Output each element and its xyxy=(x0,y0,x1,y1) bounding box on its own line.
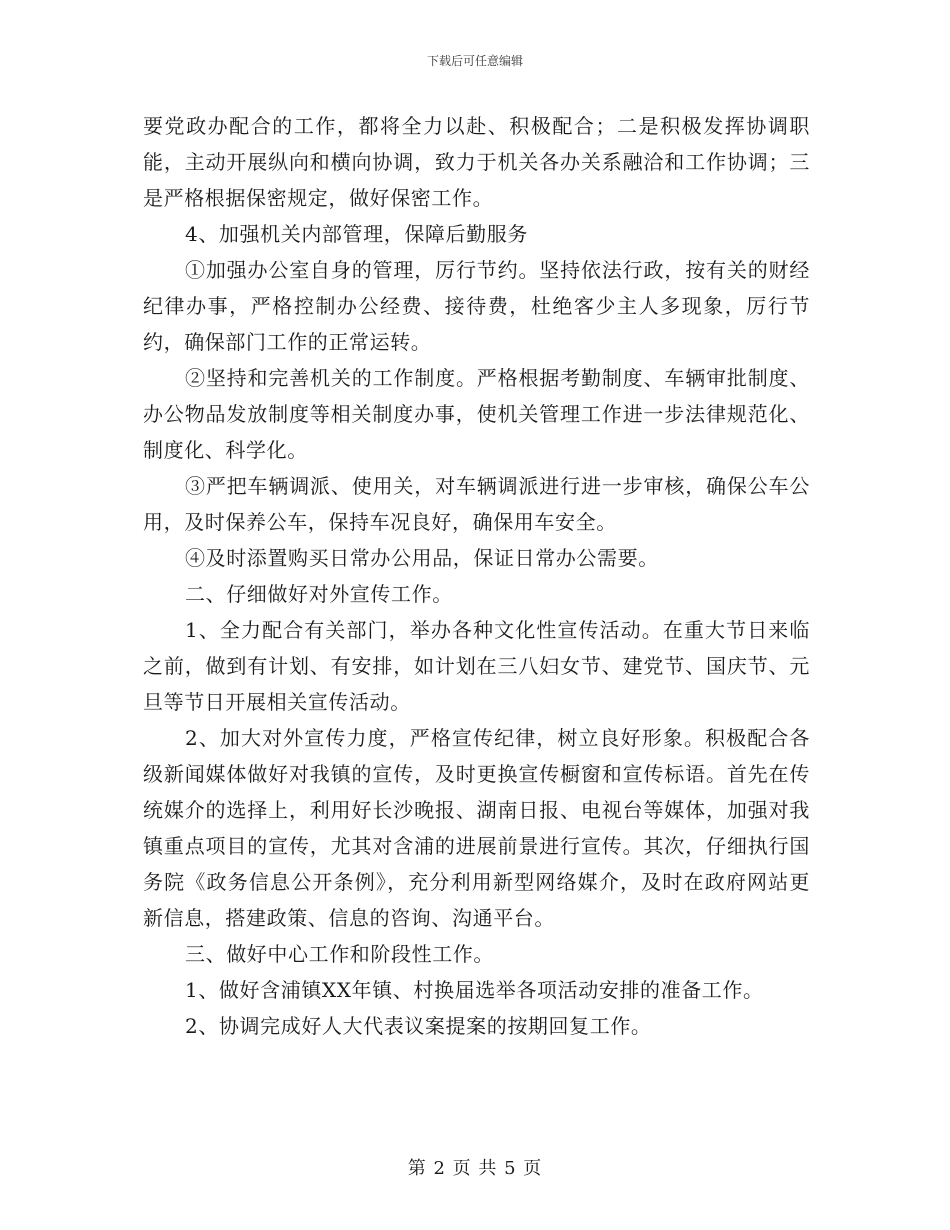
paragraph-7: 二、仔细做好对外宣传工作。 xyxy=(185,582,453,606)
paragraph-11: 1、做好含浦镇XX年镇、村换届选举各项活动安排的准备工作。 xyxy=(185,978,764,1002)
paragraph-6: ④及时添置购买日常办公用品，保证日常办公需要。 xyxy=(185,546,659,570)
paragraph-10: 三、做好中心工作和阶段性工作。 xyxy=(185,942,494,966)
paragraph-3: ①加强办公室自身的管理，厉行节约。坚持依法行政，按有关的财经纪律办事，严格控制办公经费、接待费，杜绝客少主人多现象，厉行节约，确保部门工作的正常运转。 xyxy=(143,258,810,354)
paragraph-1: 要党政办配合的工作，都将全力以赴、积极配合；二是积极发挥协调职能，主动开展纵向和横向协调，致力于机关各办关系融洽和工作协调；三是严格根据保密规定，做好保密工作。 xyxy=(143,114,810,210)
paragraph-5: ③严把车辆调派、使用关，对车辆调派进行进一步审核，确保公车公用，及时保养公车，保持车况良好，确保用车安全。 xyxy=(143,474,810,534)
paragraph-4: ②坚持和完善机关的工作制度。严格根据考勤制度、车辆审批制度、办公物品发放制度等相关制度办事，使机关管理工作进一步法律规范化、制度化、科学化。 xyxy=(143,366,810,462)
paragraph-2: 4、加强机关内部管理，保障后勤服务 xyxy=(185,222,528,246)
paragraph-12: 2、协调完成好人大代表议案提案的按期回复工作。 xyxy=(185,1014,652,1038)
paragraph-9: 2、加大对外宣传力度，严格宣传纪律，树立良好形象。积极配合各级新闻媒体做好对我镇的宣传，及时更换宣传橱窗和宣传标语。首先在传统媒介的选择上，利用好长沙晚报、湖南日报、电视台等媒体，加强对我镇重点项目的宣传，尤其对含浦的进展前景进行宣传。其次，仔细执行国务院《政务信息公开条例》，充分利用新型网络媒介，及时在政府网站更新信息，搭建政策、信息的咨询、沟通平台。 xyxy=(143,726,810,930)
page-number-footer: 第 2 页 共 5 页 xyxy=(407,1158,543,1179)
page-header: 下载后可任意编辑 xyxy=(426,54,523,68)
document-body xyxy=(143,108,810,1044)
paragraph-8: 1、全力配合有关部门，举办各种文化性宣传活动。在重大节日来临之前，做到有计划、有安排，如计划在三八妇女节、建党节、国庆节、元旦等节日开展相关宣传活动。 xyxy=(143,618,810,714)
